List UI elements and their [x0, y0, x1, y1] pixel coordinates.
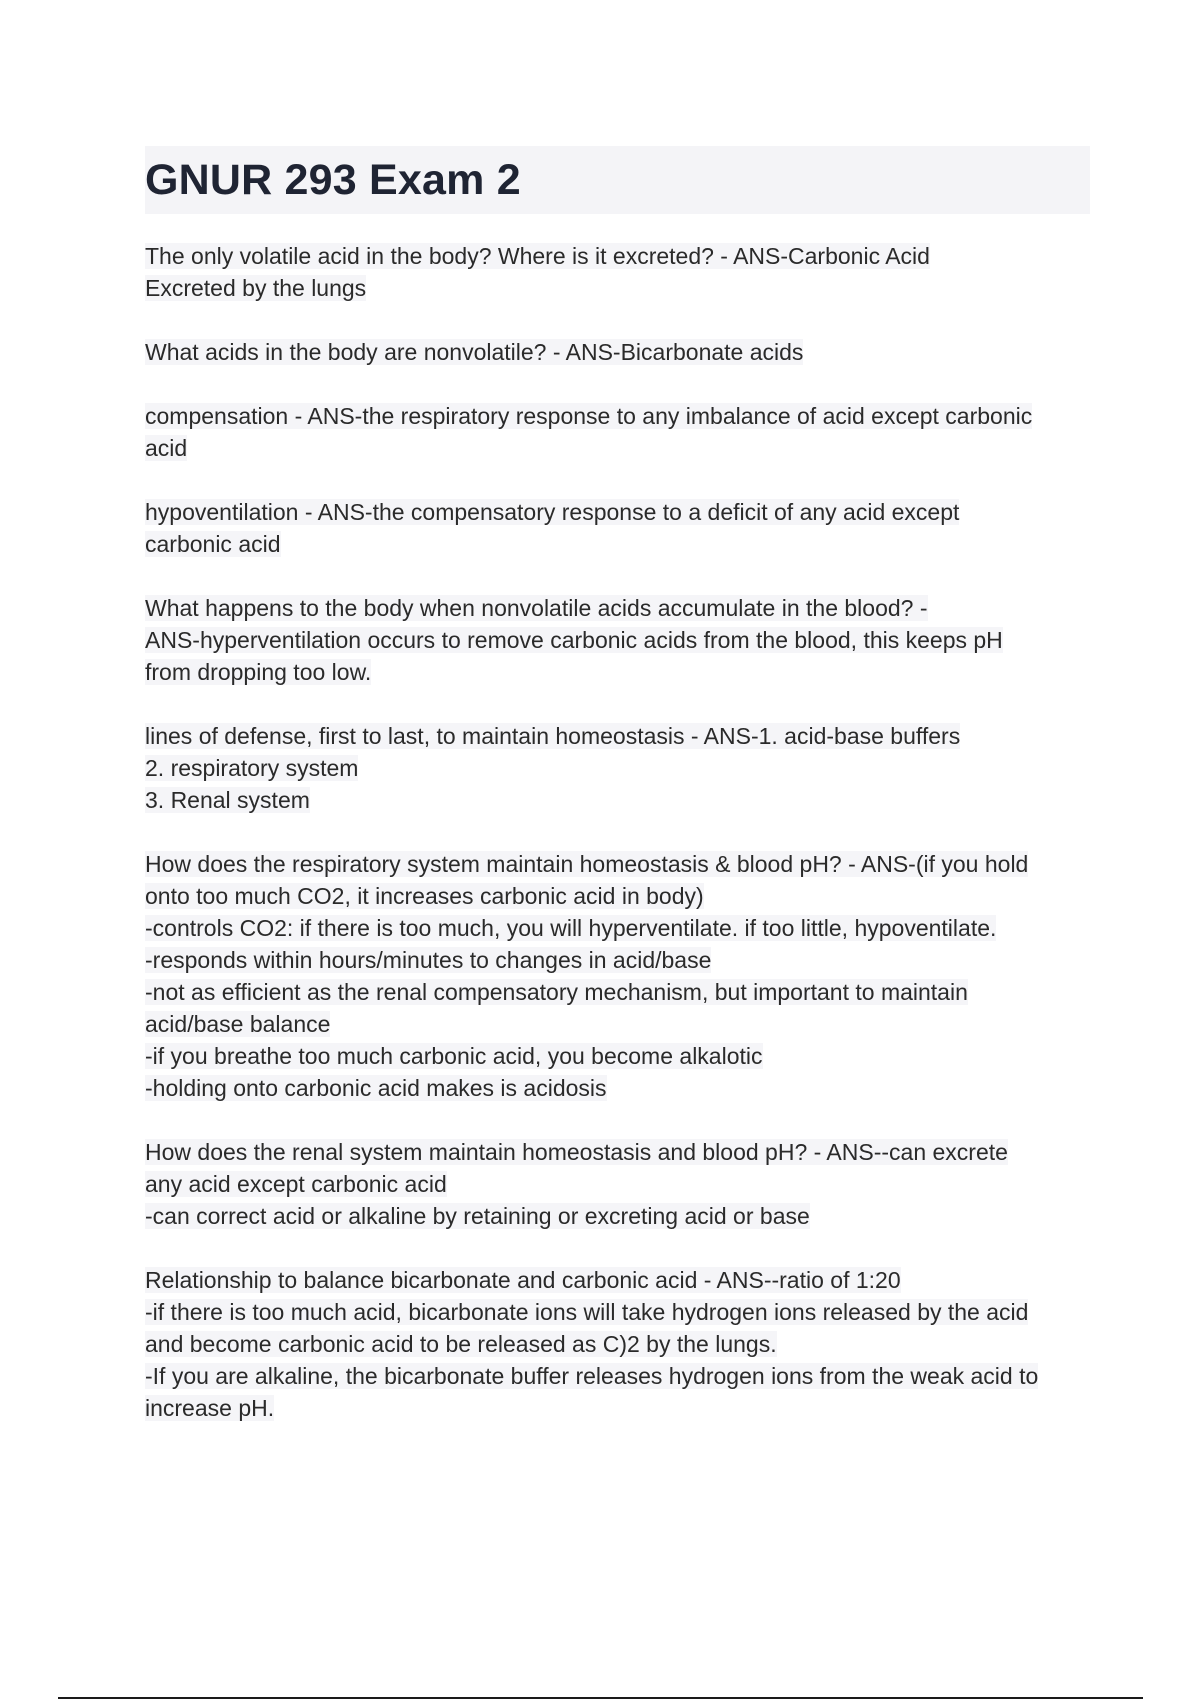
flashcard-text: increase pH. [145, 1395, 275, 1421]
flashcard-text: -not as efficient as the renal compensatory mechanism, but important to maintain [145, 979, 968, 1005]
flashcard-line [145, 592, 1090, 624]
flashcard-text: carbonic acid [145, 531, 281, 557]
flashcard-text: 3. Renal system [145, 787, 310, 813]
flashcard-text: -responds within hours/minutes to changes in acid/base [145, 947, 712, 973]
flashcard-line [145, 976, 1090, 1008]
flashcard-text: -holding onto carbonic acid makes is acidosis [145, 1075, 607, 1101]
flashcard-line [145, 432, 1090, 464]
flashcard-entry [145, 400, 1090, 464]
flashcard-entry [145, 496, 1090, 560]
flashcard-text: compensation - ANS-the respiratory response to any imbalance of acid except carbonic [145, 403, 1033, 429]
flashcard-entry [145, 1136, 1090, 1232]
flashcard-text: acid/base balance [145, 1011, 331, 1037]
flashcard-text: Excreted by the lungs [145, 275, 367, 301]
flashcard-text: and become carbonic acid to be released as C)2 by the lungs. [145, 1331, 777, 1357]
document-page [145, 146, 1090, 1456]
flashcard-text: What happens to the body when nonvolatile acids accumulate in the blood? - [145, 595, 928, 621]
flashcard-entry [145, 592, 1090, 688]
flashcard-line [145, 336, 1090, 368]
flashcard-text: How does the renal system maintain homeostasis and blood pH? - ANS--can excrete [145, 1139, 1008, 1165]
flashcard-entry [145, 848, 1090, 1104]
flashcard-text: any acid except carbonic acid [145, 1171, 447, 1197]
flashcard-line [145, 1360, 1090, 1392]
flashcard-line [145, 784, 1090, 816]
flashcard-text: -can correct acid or alkaline by retaining or excreting acid or base [145, 1203, 810, 1229]
flashcard-text: from dropping too low. [145, 659, 372, 685]
title-block [145, 146, 1090, 214]
flashcard-line [145, 752, 1090, 784]
flashcard-text: What acids in the body are nonvolatile? - ANS-Bicarbonate acids [145, 339, 804, 365]
flashcard-line [145, 496, 1090, 528]
flashcard-text: acid [145, 435, 188, 461]
flashcard-text: -if there is too much acid, bicarbonate ions will take hydrogen ions released by the acid [145, 1299, 1029, 1325]
flashcard-line [145, 528, 1090, 560]
flashcard-text: How does the respiratory system maintain homeostasis & blood pH? - ANS-(if you hold [145, 851, 1029, 877]
flashcard-line [145, 272, 1090, 304]
flashcard-line [145, 1072, 1090, 1104]
flashcard-entry [145, 336, 1090, 368]
flashcard-line [145, 624, 1090, 656]
page-title: GNUR 293 Exam 2 [145, 155, 521, 204]
flashcard-line [145, 1296, 1090, 1328]
flashcard-text: onto too much CO2, it increases carbonic acid in body) [145, 883, 704, 909]
flashcard-entry [145, 1264, 1090, 1424]
flashcard-text: hypoventilation - ANS-the compensatory response to a deficit of any acid except [145, 499, 960, 525]
flashcard-line [145, 1136, 1090, 1168]
flashcard-text: -controls CO2: if there is too much, you will hyperventilate. if too little, hypoventilate. [145, 915, 997, 941]
flashcard-line [145, 720, 1090, 752]
flashcard-line [145, 656, 1090, 688]
flashcard-line [145, 944, 1090, 976]
flashcard-line [145, 1008, 1090, 1040]
flashcard-line [145, 400, 1090, 432]
flashcard-text: ANS-hyperventilation occurs to remove carbonic acids from the blood, this keeps pH [145, 627, 1003, 653]
flashcard-line [145, 912, 1090, 944]
flashcard-entry [145, 240, 1090, 304]
flashcard-entry [145, 720, 1090, 816]
flashcard-line [145, 1328, 1090, 1360]
flashcard-text: -if you breathe too much carbonic acid, you become alkalotic [145, 1043, 763, 1069]
flashcard-text: 2. respiratory system [145, 755, 359, 781]
flashcard-list [145, 240, 1090, 1424]
flashcard-text: lines of defense, first to last, to maintain homeostasis - ANS-1. acid-base buffers [145, 723, 961, 749]
flashcard-line [145, 1264, 1090, 1296]
flashcard-line [145, 1392, 1090, 1424]
footer-divider [58, 1697, 1143, 1699]
flashcard-line [145, 1168, 1090, 1200]
flashcard-line [145, 880, 1090, 912]
flashcard-line [145, 848, 1090, 880]
flashcard-line [145, 1040, 1090, 1072]
flashcard-line [145, 240, 1090, 272]
flashcard-text: Relationship to balance bicarbonate and carbonic acid - ANS--ratio of 1:20 [145, 1267, 901, 1293]
flashcard-line [145, 1200, 1090, 1232]
flashcard-text: -If you are alkaline, the bicarbonate buffer releases hydrogen ions from the weak acid to [145, 1363, 1039, 1389]
flashcard-text: The only volatile acid in the body? Where is it excreted? - ANS-Carbonic Acid [145, 243, 930, 269]
